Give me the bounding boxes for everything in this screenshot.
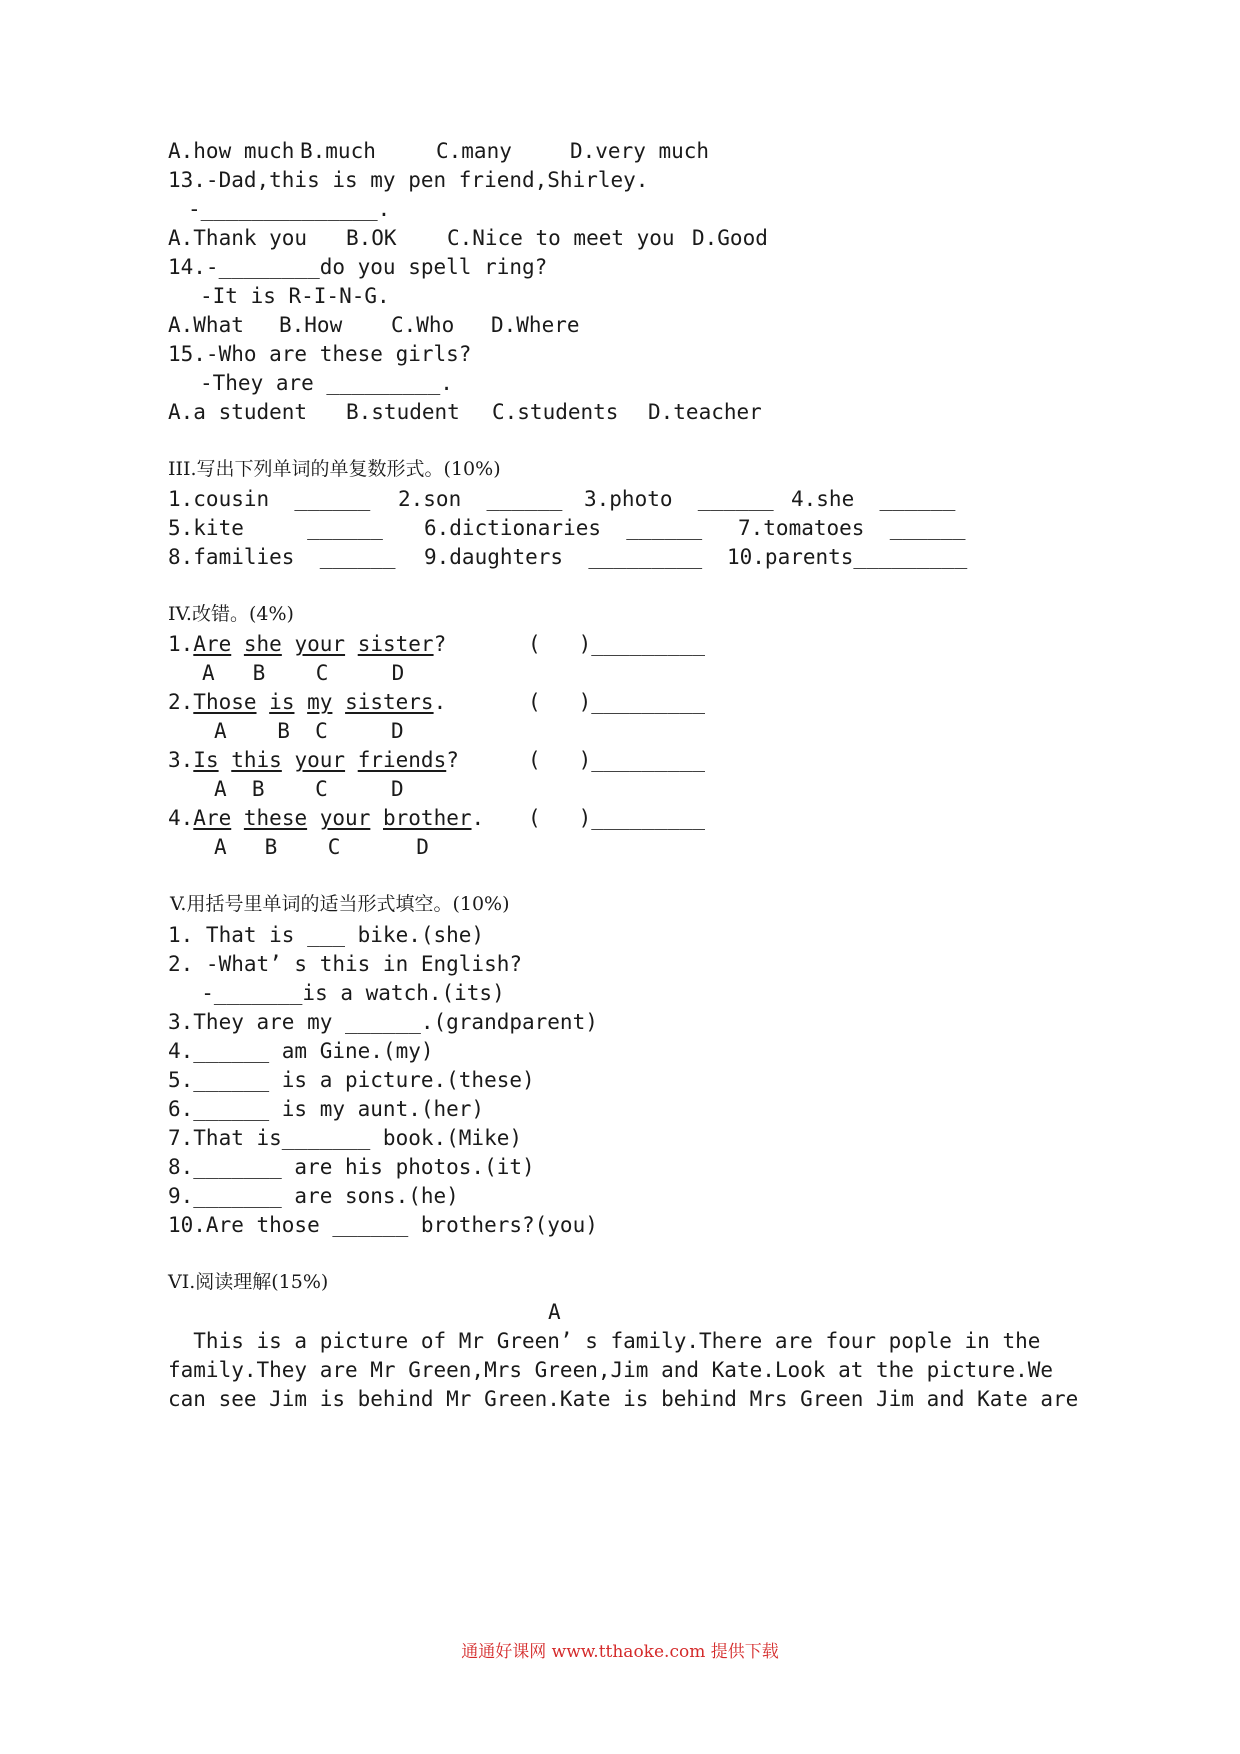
option-word-c: your <box>294 748 346 772</box>
option-letters: A B C D <box>214 835 429 859</box>
option-word-c: your <box>294 632 346 656</box>
section-5-line: 1. That is ___ bike.(she) <box>168 923 485 947</box>
section-4-sentence <box>168 808 484 829</box>
option-word-d: sister <box>357 632 434 656</box>
section-3-item: 6.dictionaries ______ <box>424 516 703 540</box>
section-4-title: IV.改错。(4%) <box>168 603 294 625</box>
q15-option-a: A.a student <box>168 400 308 424</box>
option-letters: A B C D <box>214 777 404 801</box>
option-word-d: sisters <box>345 690 434 714</box>
option-word-a: Is <box>193 748 219 772</box>
sentence-end: ? <box>433 632 447 656</box>
section-3-item: 9.daughters _________ <box>424 545 703 569</box>
option-word-a: Those <box>193 690 257 714</box>
option-word-b: is <box>269 690 295 714</box>
q13-option-d: D.Good <box>692 226 768 250</box>
q14-option-b: B.How <box>279 313 343 337</box>
passage-line: family.They are Mr Green,Mrs Green,Jim and Kate.Look at the picture.We <box>168 1358 1054 1382</box>
q15-answer-line: -They are _________. <box>200 371 453 395</box>
q14-option-d: D.Where <box>491 313 580 337</box>
section-3-title: III.写出下列单词的单复数形式。(10%) <box>168 458 501 480</box>
answer-blank: ( )_________ <box>528 690 706 714</box>
section-3-item: 3.photo ______ <box>584 487 774 511</box>
q15-option-d: D.teacher <box>648 400 762 424</box>
option-word-a: Are <box>193 806 232 830</box>
option-word-c: my <box>307 690 333 714</box>
option-letters: A B C D <box>214 719 404 743</box>
q15-question: 15.-Who are these girls? <box>168 342 472 366</box>
item-number: 3. <box>168 748 194 772</box>
section-3-item: 7.tomatoes ______ <box>738 516 966 540</box>
q12-option-c: C.many <box>436 139 512 163</box>
item-number: 2. <box>168 690 194 714</box>
passage-label: A <box>548 1300 561 1324</box>
section-3-item: 1.cousin ______ <box>168 487 371 511</box>
q14-answer-line: -It is R-I-N-G. <box>200 284 390 308</box>
q14-question: 14.-________do you spell ring? <box>168 255 548 279</box>
section-4-sentence <box>168 750 459 771</box>
section-3-item: 10.parents_________ <box>727 545 968 569</box>
sentence-end: . <box>433 690 447 714</box>
section-3-item: 2.son ______ <box>398 487 563 511</box>
section-5-line: 8._______ are his photos.(it) <box>168 1155 535 1179</box>
footer-watermark: 通通好课网 www.tthaoke.com 提供下载 <box>461 1642 779 1662</box>
section-5-title: V.用括号里单词的适当形式填空。(10%) <box>170 893 510 915</box>
option-word-d: brother <box>383 806 472 830</box>
q12-option-a: A.how much <box>168 139 295 163</box>
section-3-item: 8.families ______ <box>168 545 396 569</box>
q15-option-b: B.student <box>346 400 460 424</box>
q13-option-a: A.Thank you <box>168 226 308 250</box>
option-word-b: this <box>231 748 282 772</box>
section-3-item: 5.kite ______ <box>168 516 383 540</box>
section-5-line: 3.They are my ______.(grandparent) <box>168 1010 598 1034</box>
section-5-line: -_______is a watch.(its) <box>176 981 505 1005</box>
option-word-c: your <box>319 806 371 830</box>
item-number: 1. <box>168 632 194 656</box>
sentence-end: ? <box>446 748 459 772</box>
option-letters: A B C D <box>202 661 405 685</box>
section-5-line: 4.______ am Gine.(my) <box>168 1039 434 1063</box>
option-word-a: Are <box>193 632 232 656</box>
section-5-line: 9._______ are sons.(he) <box>168 1184 459 1208</box>
section-5-line: 7.That is_______ book.(Mike) <box>168 1126 523 1150</box>
section-5-line: 6.______ is my aunt.(her) <box>168 1097 485 1121</box>
q15-option-c: C.students <box>492 400 619 424</box>
q13-option-b: B.OK <box>346 226 397 250</box>
q12-option-d: D.very much <box>570 139 710 163</box>
q12-option-b: B.much <box>300 139 376 163</box>
section-3-item: 4.she ______ <box>791 487 956 511</box>
passage-line: can see Jim is behind Mr Green.Kate is behind Mrs Green Jim and Kate are <box>168 1387 1079 1411</box>
answer-blank: ( )_________ <box>528 806 706 830</box>
section-5-line: 10.Are those ______ brothers?(you) <box>168 1213 598 1237</box>
section-4-sentence <box>168 692 446 713</box>
q13-question: 13.-Dad,this is my pen friend,Shirley. <box>168 168 649 192</box>
option-word-b: these <box>243 806 308 830</box>
section-5-line: 5.______ is a picture.(these) <box>168 1068 535 1092</box>
q14-option-a: A.What <box>168 313 244 337</box>
answer-blank: ( )_________ <box>528 632 706 656</box>
sentence-end: . <box>471 806 485 830</box>
option-word-d: friends <box>357 748 447 772</box>
option-word-b: she <box>243 632 282 656</box>
passage-line: This is a picture of Mr Green’ s family.There are four pople in the <box>168 1329 1041 1353</box>
q14-option-c: C.Who <box>391 313 455 337</box>
section-5-line: 2. -What’ s this in English? <box>168 952 523 976</box>
q13-option-c: C.Nice to meet you <box>447 226 675 250</box>
answer-blank: ( )_________ <box>528 748 706 772</box>
section-4-sentence <box>168 634 446 655</box>
q13-answer-line: -______________. <box>188 197 391 221</box>
item-number: 4. <box>168 806 194 830</box>
section-6-title: VI.阅读理解(15%) <box>168 1271 329 1293</box>
